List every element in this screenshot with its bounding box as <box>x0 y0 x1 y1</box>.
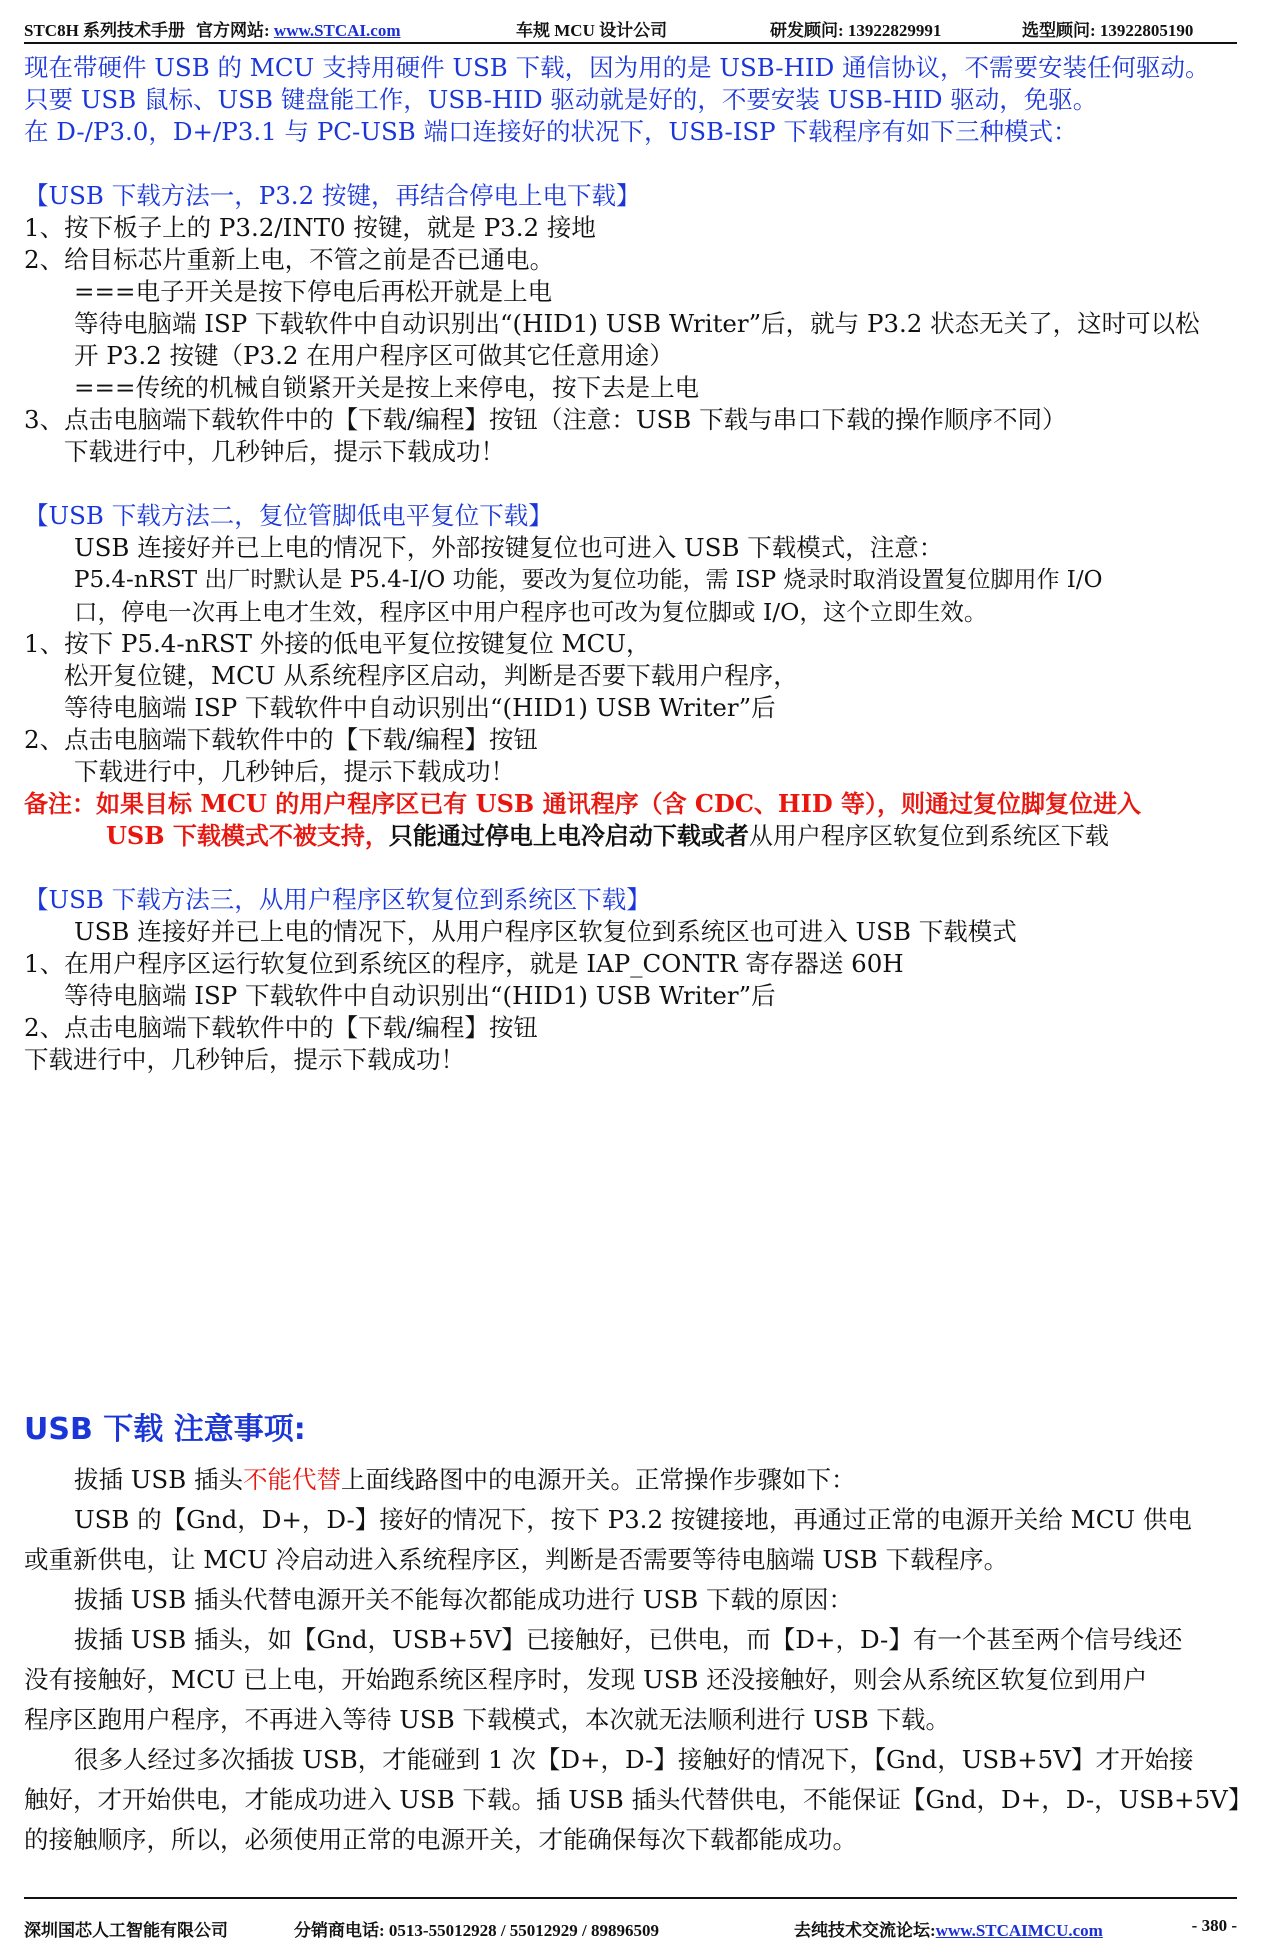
selection-advisor: 选型顾问: 13922805190 <box>1022 21 1194 40</box>
notes-line <box>74 1464 856 1496</box>
method2-title: 【USB 下载方法二，复位管脚低电平复位下载】 <box>24 501 553 530</box>
method3-line: 1、在用户程序区运行软复位到系统区的程序，就是 IAP_CONTR 寄存器送 60H <box>24 949 904 978</box>
forum-label: 去纯技术交流论坛: <box>794 1921 936 1940</box>
footer-company: 深圳国芯人工智能有限公司 <box>24 1921 228 1940</box>
website-label: 官方网站: <box>196 21 274 40</box>
notes-line: 或重新供电，让 MCU 冷启动进入系统程序区，判断是否需要等待电脑端 USB 下载程序。 <box>24 1545 1009 1574</box>
method1-line: 开 P3.2 按键（P3.2 在用户程序区可做其它任意用途） <box>74 341 674 370</box>
notes-line: 拔插 USB 插头，如【Gnd，USB+5V】已接触好，已供电，而【D+，D-】有一个甚至两个信号线还 <box>74 1625 1183 1654</box>
rd-advisor: 研发顾问: 13922829991 <box>770 21 942 40</box>
manual-title: STC8H 系列技术手册 <box>24 21 186 40</box>
intro-line: 只要 USB 鼠标、USB 键盘能工作，USB-HID 驱动就是好的，不要安装 USB-HID 驱动，免驱。 <box>24 85 1098 114</box>
note-black: 只能通过停电上电冷启动下载或者 <box>388 821 749 850</box>
page-footer <box>24 1916 1237 1942</box>
notes-line: 触好，才开始供电，才能成功进入 USB 下载。插 USB 插头代替供电，不能保证【Gnd，D+，D-，USB+5V】 <box>24 1785 1253 1814</box>
method2-line: USB 连接好并已上电的情况下，外部按键复位也可进入 USB 下载模式，注意： <box>74 533 944 562</box>
method2-note-cont <box>106 820 1109 852</box>
company-slogan: 车规 MCU 设计公司 <box>516 21 668 40</box>
notes-line: 没有接触好，MCU 已上电，开始跑系统区程序时，发现 USB 还没接触好，则会从系统区软复位到用户 <box>24 1665 1148 1694</box>
intro-line: 现在带硬件 USB 的 MCU 支持用硬件 USB 下载，因为用的是 USB-HID 通信协议，不需要安装任何驱动。 <box>24 53 1210 82</box>
website-link[interactable]: www.STCAI.com <box>273 21 401 40</box>
notes-line: 程序区跑用户程序，不再进入等待 USB 下载模式，本次就无法顺利进行 USB 下载。 <box>24 1705 951 1734</box>
method1-line: 等待电脑端 ISP 下载软件中自动识别出“(HID1) USB Writer”后，就与 P3.2 状态无关了，这时可以松 <box>74 309 1200 338</box>
note-plain: 从用户程序区软复位到系统区下载 <box>748 822 1109 850</box>
method2-line: 下载进行中，几秒钟后，提示下载成功！ <box>74 757 515 786</box>
method1-line: ===传统的机械自锁紧开关是按上来停电，按下去是上电 <box>74 373 700 402</box>
footer-forum <box>794 1916 1103 1941</box>
method3-line: USB 连接好并已上电的情况下，从用户程序区软复位到系统区也可进入 USB 下载模式 <box>74 917 1017 946</box>
method1-line: 下载进行中，几秒钟后，提示下载成功！ <box>64 437 505 466</box>
method1-line: 1、按下板子上的 P3.2/INT0 按键，就是 P3.2 接地 <box>24 213 596 242</box>
method1-line: 3、点击电脑端下载软件中的【下载/编程】按钮（注意：USB 下载与串口下载的操作顺序不同） <box>24 405 1067 434</box>
notes-heading: USB 下载 注意事项: <box>24 1412 306 1447</box>
notes-line: 拔插 USB 插头代替电源开关不能每次都能成功进行 USB 下载的原因： <box>74 1585 854 1614</box>
method1-title: 【USB 下载方法一，P3.2 按键，再结合停电上电下载】 <box>24 181 641 210</box>
footer-phone: 分销商电话: 0513-55012928 / 55012929 / 89896509 <box>294 1921 660 1940</box>
notes-line: 很多人经过多次插拔 USB，才能碰到 1 次【D+，D-】接触好的情况下，【Gnd，USB+5V】才开始接 <box>74 1745 1194 1774</box>
method3-line: 2、点击电脑端下载软件中的【下载/编程】按钮 <box>24 1013 538 1042</box>
website <box>196 16 400 41</box>
page-header <box>24 12 1237 44</box>
intro-line: 在 D-/P3.0，D+/P3.1 与 PC-USB 端口连接好的状况下，USB-ISP 下载程序有如下三种模式： <box>24 117 1078 146</box>
method1-line: ===电子开关是按下停电后再松开就是上电 <box>74 277 553 306</box>
method2-line: P5.4-nRST 出厂时默认是 P5.4-I/O 功能，要改为复位功能，需 ISP 烧录时取消设置复位脚用作 I/O <box>74 567 1103 593</box>
note-red-2: USB 下载模式不被支持， <box>106 821 389 850</box>
method3-title: 【USB 下载方法三，从用户程序区软复位到系统区下载】 <box>24 885 651 914</box>
footer-divider <box>24 1897 1237 1899</box>
note-red-1: 如果目标 MCU 的用户程序区已有 USB 通讯程序（含 CDC、HID 等），则通过复位脚复位进入 <box>96 789 1142 818</box>
notes-p1-b: 上面线路图中的电源开关。正常操作步骤如下： <box>341 1465 856 1494</box>
method3-line: 等待电脑端 ISP 下载软件中自动识别出“(HID1) USB Writer”后 <box>64 981 776 1010</box>
notes-line: 的接触顺序，所以，必须使用正常的电源开关，才能确保每次下载都能成功。 <box>24 1825 857 1854</box>
notes-p1-a: 拔插 USB 插头 <box>74 1465 244 1494</box>
method2-line: 1、按下 P5.4-nRST 外接的低电平复位按键复位 MCU， <box>24 629 651 658</box>
method2-note <box>24 788 1141 820</box>
page-number: - 380 - <box>1191 1916 1237 1935</box>
note-label: 备注： <box>24 789 96 818</box>
forum-link[interactable]: www.STCAIMCU.com <box>935 1921 1103 1940</box>
method2-line: 2、点击电脑端下载软件中的【下载/编程】按钮 <box>24 725 538 754</box>
method1-line: 2、给目标芯片重新上电，不管之前是否已通电。 <box>24 245 555 274</box>
method2-line: 松开复位键，MCU 从系统程序区启动，判断是否要下载用户程序， <box>64 661 798 690</box>
notes-p1-red: 不能代替 <box>243 1465 342 1494</box>
method2-line: 口，停电一次再上电才生效，程序区中用户程序也可改为复位脚或 I/O，这个立即生效。 <box>74 598 988 626</box>
notes-line: USB 的【Gnd，D+，D-】接好的情况下，按下 P3.2 按键接地，再通过正常的电源开关给 MCU 供电 <box>74 1505 1192 1534</box>
method2-line: 等待电脑端 ISP 下载软件中自动识别出“(HID1) USB Writer”后 <box>64 693 776 722</box>
method3-line: 下载进行中，几秒钟后，提示下载成功！ <box>24 1045 465 1074</box>
